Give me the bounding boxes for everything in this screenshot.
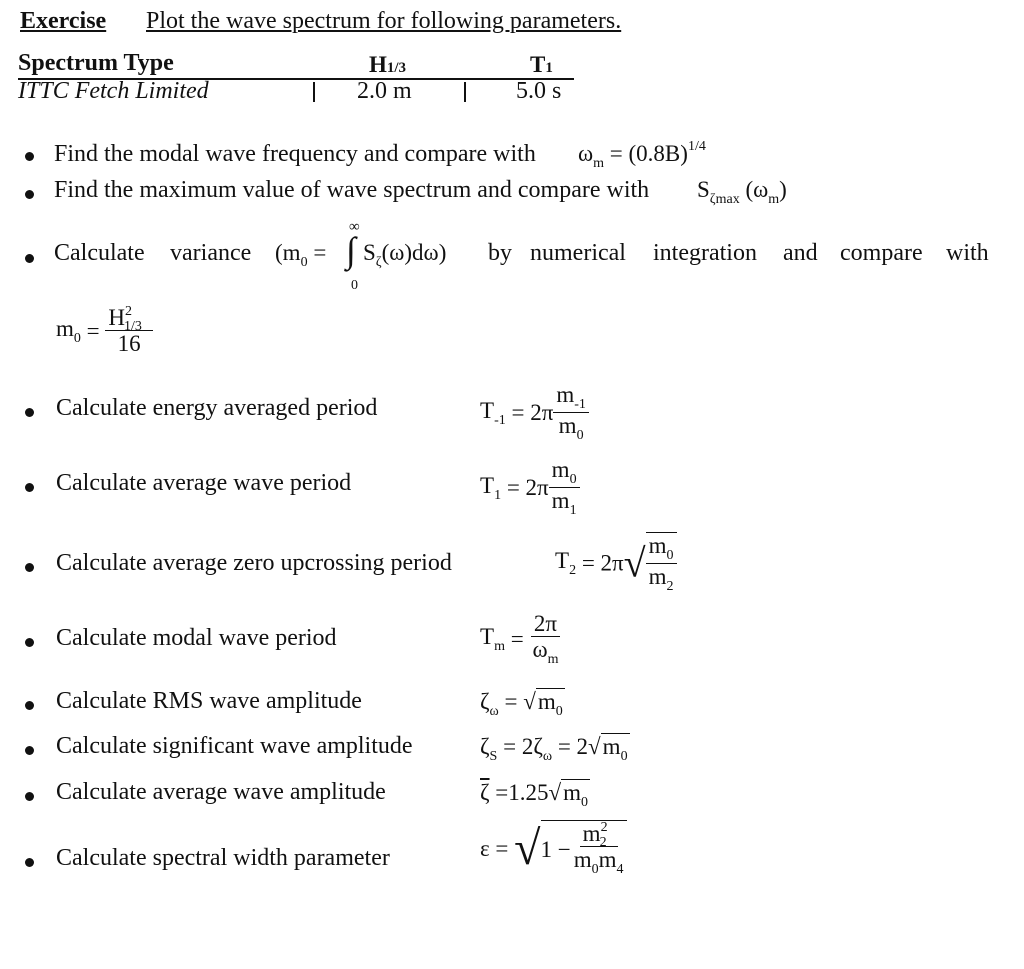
bullet bbox=[25, 483, 34, 492]
bullet bbox=[25, 254, 34, 263]
exercise-instruction: Plot the wave spectrum for following parameters. bbox=[146, 8, 622, 34]
integral-lower-limit: 0 bbox=[351, 278, 358, 293]
bullet bbox=[25, 190, 34, 199]
formula-average-period: $T_1 = 2\pi$ $\frac{m_0}{m_1}$ bbox=[480, 457, 580, 519]
formula-m0-h13: $m_0$ = $\frac{H^2_{1/3}}{16}$ bbox=[56, 305, 153, 358]
task-modal-frequency: Find the modal wave frequency and compare with bbox=[54, 141, 536, 167]
task-variance-numerical: numerical bbox=[530, 240, 626, 266]
bullet bbox=[25, 638, 34, 647]
task-rms-amplitude: Calculate RMS wave amplitude bbox=[56, 688, 362, 714]
bullet bbox=[25, 746, 34, 755]
task-average-period: Calculate average wave period bbox=[56, 470, 352, 496]
bullet bbox=[25, 563, 34, 572]
task-variance-compare: compare bbox=[840, 240, 923, 266]
formula-zero-upcrossing-period: $T_2 = 2\pi√$ $\frac{m_0}{m_2}$ bbox=[555, 532, 677, 595]
formula-average-amplitude: $\overline{\zeta} =1.25√m_0$ bbox=[480, 780, 589, 810]
task-max-spectrum: Find the maximum value of wave spectrum and compare with bbox=[54, 177, 650, 203]
formula-rms-amplitude: $\zeta_\omega = √m_0$ bbox=[480, 689, 563, 719]
table-header-h13: H1/3 bbox=[369, 52, 407, 77]
task-modal-period: Calculate modal wave period bbox=[56, 625, 337, 651]
table-header-t1: T1 bbox=[530, 52, 553, 77]
task-spectral-width: Calculate spectral width parameter bbox=[56, 845, 390, 871]
table-header-spectrum: Spectrum Type bbox=[18, 50, 174, 76]
integral-sign: ∫ bbox=[346, 230, 356, 270]
task-average-amplitude: Calculate average wave amplitude bbox=[56, 779, 386, 805]
task-variance-word: variance bbox=[170, 240, 252, 266]
bullet bbox=[25, 701, 34, 710]
formula-modal-frequency: $\omega_m = (0.8B)^{1/4}$ bbox=[578, 139, 706, 171]
bullet bbox=[25, 408, 34, 417]
formula-energy-period: $T_{-1} = 2\pi$ $\frac{m_{-1}}{m_0}$ bbox=[480, 382, 589, 444]
task-variance-calculate: Calculate bbox=[54, 240, 145, 266]
table-column-separator bbox=[313, 82, 315, 102]
formula-variance: ($m_0$ = bbox=[275, 240, 327, 270]
table-cell-h13: 2.0 m bbox=[357, 78, 412, 104]
table-cell-t1: 5.0 s bbox=[516, 78, 562, 104]
bullet bbox=[25, 152, 34, 161]
task-zero-upcrossing-period: Calculate average zero upcrossing period bbox=[56, 550, 452, 576]
formula-spectral-width: ε = √ 1 − $\frac{m^2_2}{m_0m_4}$ bbox=[480, 820, 627, 878]
task-variance-integration: integration bbox=[653, 240, 757, 266]
task-variance-with: with bbox=[946, 240, 989, 266]
task-variance-by: by bbox=[488, 240, 512, 266]
table-column-separator bbox=[464, 82, 466, 102]
exercise-label: Exercise bbox=[20, 8, 107, 34]
task-variance-and: and bbox=[783, 240, 818, 266]
formula-variance-integrand: $S_\zeta(\omega)d\omega$) bbox=[363, 240, 447, 270]
task-significant-amplitude: Calculate significant wave amplitude bbox=[56, 733, 413, 759]
bullet bbox=[25, 792, 34, 801]
formula-significant-amplitude: $\zeta_S = 2\zeta_\omega = 2√m_0$ bbox=[480, 734, 628, 764]
table-cell-spectrum: ITTC Fetch Limited bbox=[18, 78, 209, 104]
formula-max-spectrum: $S_{\zeta max}$ $(\omega_m)$ bbox=[697, 177, 787, 207]
integral-upper-limit: ∞ bbox=[349, 219, 360, 235]
bullet bbox=[25, 858, 34, 867]
task-energy-period: Calculate energy averaged period bbox=[56, 395, 378, 421]
formula-modal-period: $T_m$ = $\frac{2\pi}{\omega_m}$ bbox=[480, 611, 559, 668]
